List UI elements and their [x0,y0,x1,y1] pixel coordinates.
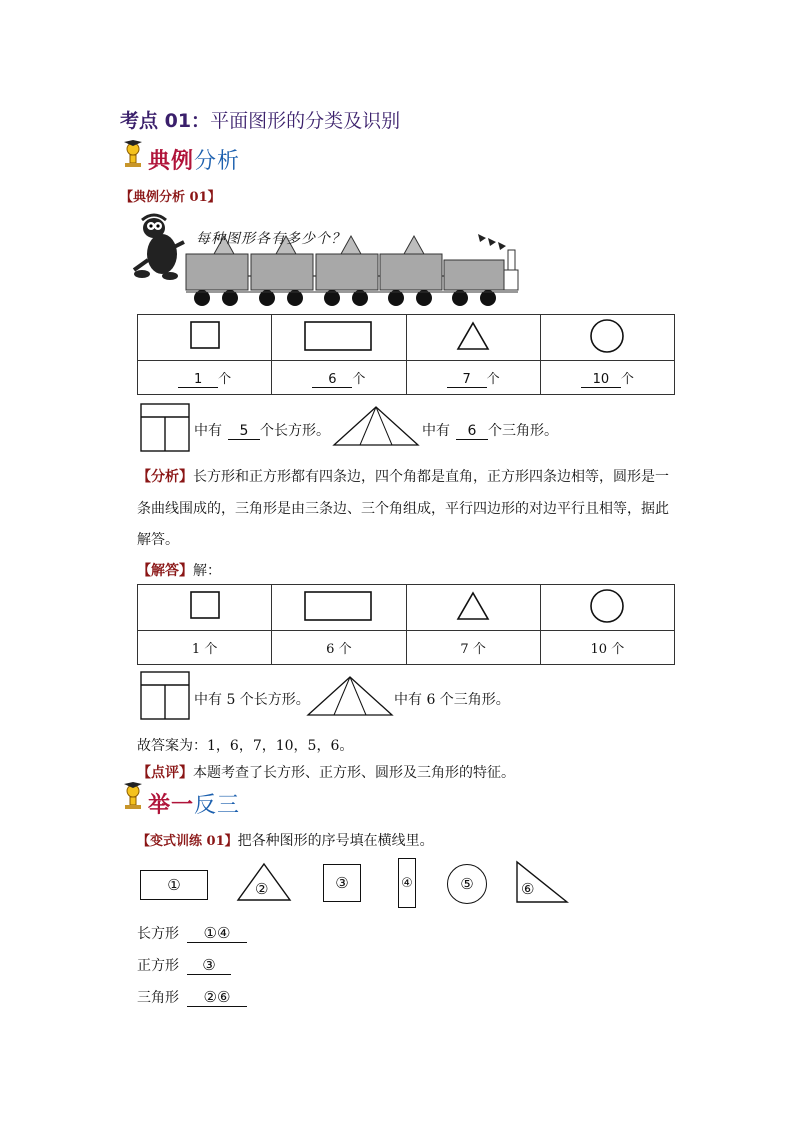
answer-cell: 7 个 [406,631,540,665]
train-illustration [124,208,524,310]
comment: 【点评】本题考查了长方形、正方形、圆形及三角形的特征。 [137,765,515,781]
square-icon [190,591,220,621]
rectangle-icon-cell [272,315,406,361]
speech-text: 每种图形各有多少个？ [196,231,346,247]
divided-rectangle-figure [140,403,192,453]
example-tag: 【典例分析 01】 [120,190,221,205]
fill-triangle: 三角形 ②⑥ [137,987,247,1007]
circle-icon [588,319,626,353]
shape-3-square: ③ [323,864,361,902]
tri-count-sentence: 中有 6 个三角形。 [422,423,558,439]
count-cell: 1 个 [138,361,272,395]
divided-triangle-figure [332,405,420,447]
triangle-icon [456,591,490,621]
analysis-line-3: 解答。 [137,532,179,548]
analysis-line-1: 【分析】长方形和正方形都有四条边，四个角都是直角，正方形四条边相等，圆形是一 [137,469,669,485]
divided-triangle-figure [306,675,394,717]
count-cell: 10 个 [540,361,674,395]
answer-heading: 【解答】解： [137,563,221,579]
section-text: 平面图形的分类及识别 [210,110,401,132]
divided-rectangle-figure [140,671,192,721]
shape-1-rectangle: ① [140,870,208,900]
square-icon-cell [138,315,272,361]
trophy-icon [120,140,146,170]
fill-square: 正方形 ③ [137,955,231,975]
fill-rectangle: 长方形 ①④ [137,923,247,943]
shape-4-tall-rectangle: ④ [398,858,416,908]
banner-practice: 举一反三 [148,792,241,818]
answer-table [137,584,675,665]
exercise-heading: 【变式训练 01】把各种图形的序号填在横线里。 [137,833,434,849]
triangle-icon [456,321,490,351]
final-answer: 故答案为：1，6，7，10，5，6。 [137,738,354,754]
count-cell: 6 个 [272,361,406,395]
shape-6-right-triangle: ⑥ [515,860,569,904]
answer-cell: 6 个 [272,631,406,665]
banner-example-analysis: 典例分析 [148,148,241,174]
shape-2-triangle: ② [236,862,292,902]
answer-cell: 1 个 [138,631,272,665]
rect-count-sentence: 中有 5 个长方形。 [194,423,330,439]
count-cell: 7 个 [406,361,540,395]
rectangle-icon [304,591,374,621]
circle-icon [588,589,626,623]
trophy-icon [120,782,146,812]
section-label: 考点 01： [120,110,211,132]
rectangle-icon [304,321,374,351]
circle-icon-cell [540,315,674,361]
section-title [120,106,400,133]
cartoon-character-icon [134,215,184,280]
answer-cell: 10 个 [540,631,674,665]
square-icon [190,321,220,351]
triangle-icon-cell [406,315,540,361]
analysis-line-2: 条曲线围成的，三角形是由三条边、三个角组成，平行四边形的对边平行且相等，据此 [137,501,669,517]
tri-answer-sentence: 中有 6 个三角形。 [394,692,510,708]
shape-5-circle: ⑤ [447,864,487,904]
rect-answer-sentence: 中有 5 个长方形。 [194,692,310,708]
shape-count-table [137,314,675,395]
